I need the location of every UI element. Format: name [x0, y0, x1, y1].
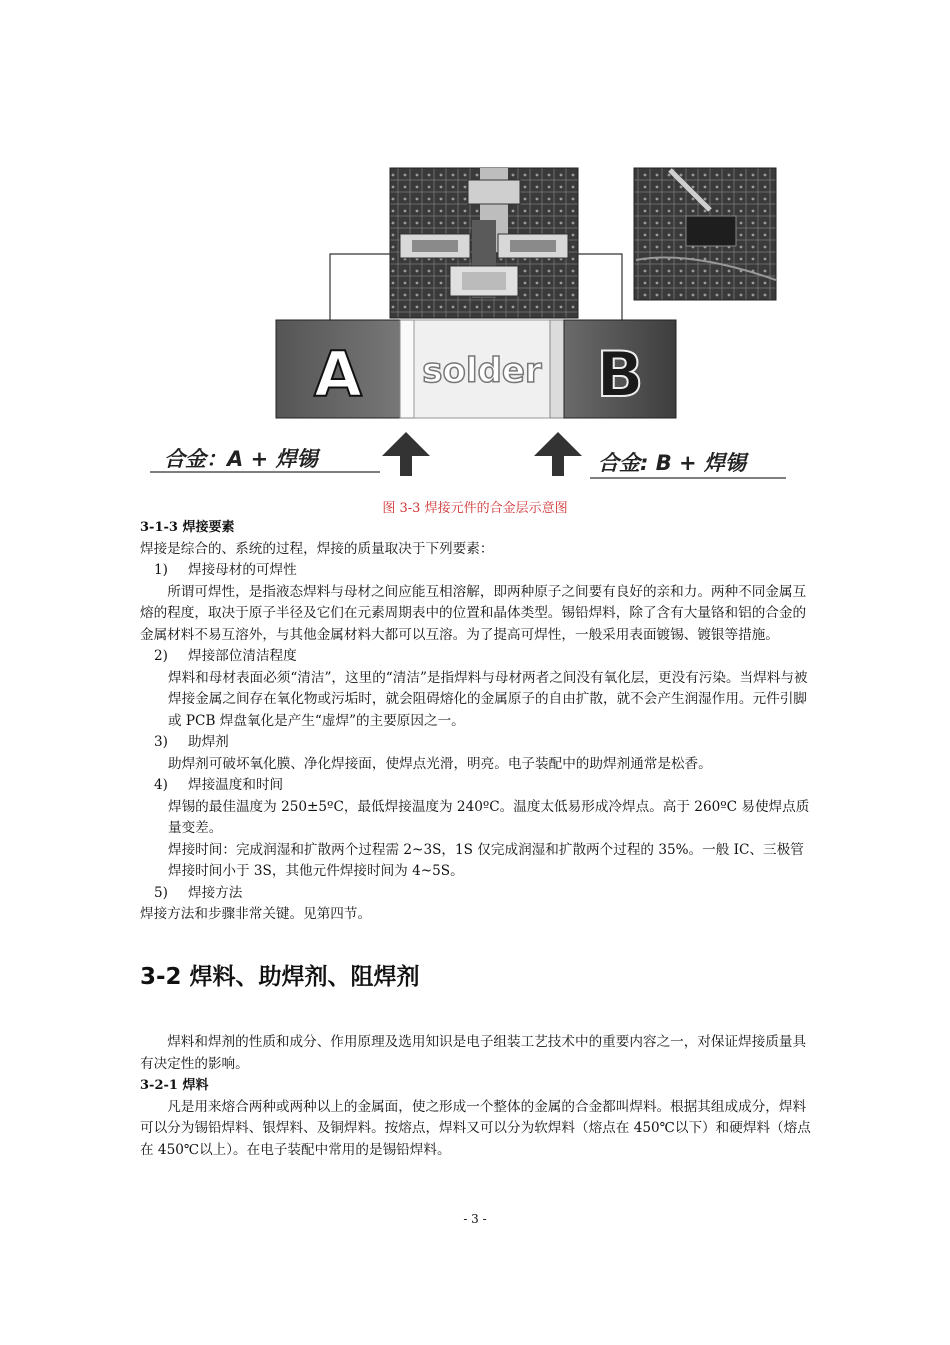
list-item-title: 5) 焊接方法 — [154, 884, 243, 901]
list-item-paragraph: 所谓可焊性，是指液态焊料与母材之间应能互相溶解，即两种原子之间要有良好的亲和力。两种不同金属互熔的程度，取决于原子半径及它们在元素周期表中的位置和晶体类型。锡铅焊料，除了含有大量铬和铝的合金的金属材料不易互溶外，与其他金属材料大都可以互溶。为了提高可焊性，一般采用表面镀锡、镀银等措施。 — [140, 583, 807, 643]
page-number: - 3 - — [463, 1212, 487, 1226]
sub-section-heading: 3-2-1 焊料 — [140, 1078, 209, 1093]
list-item-title: 3) 助焊剂 — [154, 734, 229, 750]
list-item-paragraph: 焊料和母材表面必须“清洁”，这里的“清洁”是指焊料与母材两者之间没有氧化层，更没有污染。当焊料与被焊接金属之间存在氧化物或污垢时，就会阻碍熔化的金属原子的自由扩散，就不会产生润湿作用。元件引脚或 PCB 焊盘氧化是产生“虚焊”的主要原因之一。 — [168, 669, 808, 729]
metal-b-label: B — [596, 338, 644, 411]
list-item-paragraph: 焊接时间：完成润湿和扩散两个过程需 2~3S，1S 仅完成润湿和扩散两个过程的 35%。一般 IC、三极管焊接时间小于 3S，其他元件焊接时间为 4~5S。 — [168, 841, 804, 879]
pcb-photo-image — [634, 168, 776, 300]
section-heading: 3-1-3 焊接要素 — [140, 520, 235, 535]
alloy-diagram — [150, 160, 790, 490]
metal-a-label: A — [314, 338, 362, 411]
figure-caption: 图 3-3 焊接元件的合金层示意图 — [382, 501, 568, 516]
up-arrow-left-icon — [382, 432, 430, 476]
section-intro: 焊料和焊剂的性质和成分、作用原理及选用知识是电子组装工艺技术中的重要内容之一，对保证焊接质量具有决定性的影响。 — [140, 1034, 807, 1072]
alloy-left-label: 合金：A + 焊锡 — [164, 447, 318, 471]
sub-section-paragraph: 凡是用来熔合两种或两种以上的金属面，使之形成一个整体的金属的合金都叫焊料。根据其组成成分，焊料可以分为锡铅焊料、银焊料、及铜焊料。按熔点，焊料又可以分为软焊料（熔点在 450℃以下）和硬焊料（熔点在 450℃以上）。在电子装配中常用的是锡铅焊料。 — [140, 1098, 811, 1158]
up-arrow-right-icon — [534, 432, 582, 476]
list-item-title: 4) 焊接温度和时间 — [154, 777, 284, 793]
chapter-heading: 3-2 焊料、助焊剂、阻焊剂 — [140, 964, 420, 990]
list-item-paragraph: 焊锡的最佳温度为 250±5ºC，最低焊接温度为 240ºC。温度太低易形成冷焊点。高于 260ºC 易使焊点质量变差。 — [168, 798, 810, 836]
component-closeup-image — [390, 168, 578, 318]
section-3-2 — [140, 1032, 812, 1161]
alloy-right-label: 合金: B + 焊锡 — [598, 451, 746, 475]
section-intro: 焊接是综合的、系统的过程，焊接的质量取决于下列要素： — [140, 540, 494, 557]
section-3-1-3 — [140, 517, 812, 926]
alloy-bar — [276, 320, 676, 418]
section-closing: 焊接方法和步骤非常关键。见第四节。 — [140, 906, 372, 922]
alloy-layer-figure — [150, 160, 790, 490]
solder-label: solder — [422, 351, 542, 391]
list-item-title: 2) 焊接部位清洁程度 — [154, 648, 297, 664]
list-item-title: 1) 焊接母材的可焊性 — [154, 562, 297, 578]
list-item-paragraph: 助焊剂可破坏氧化膜、净化焊接面，使焊点光滑，明亮。电子装配中的助焊剂通常是松香。 — [168, 755, 712, 772]
